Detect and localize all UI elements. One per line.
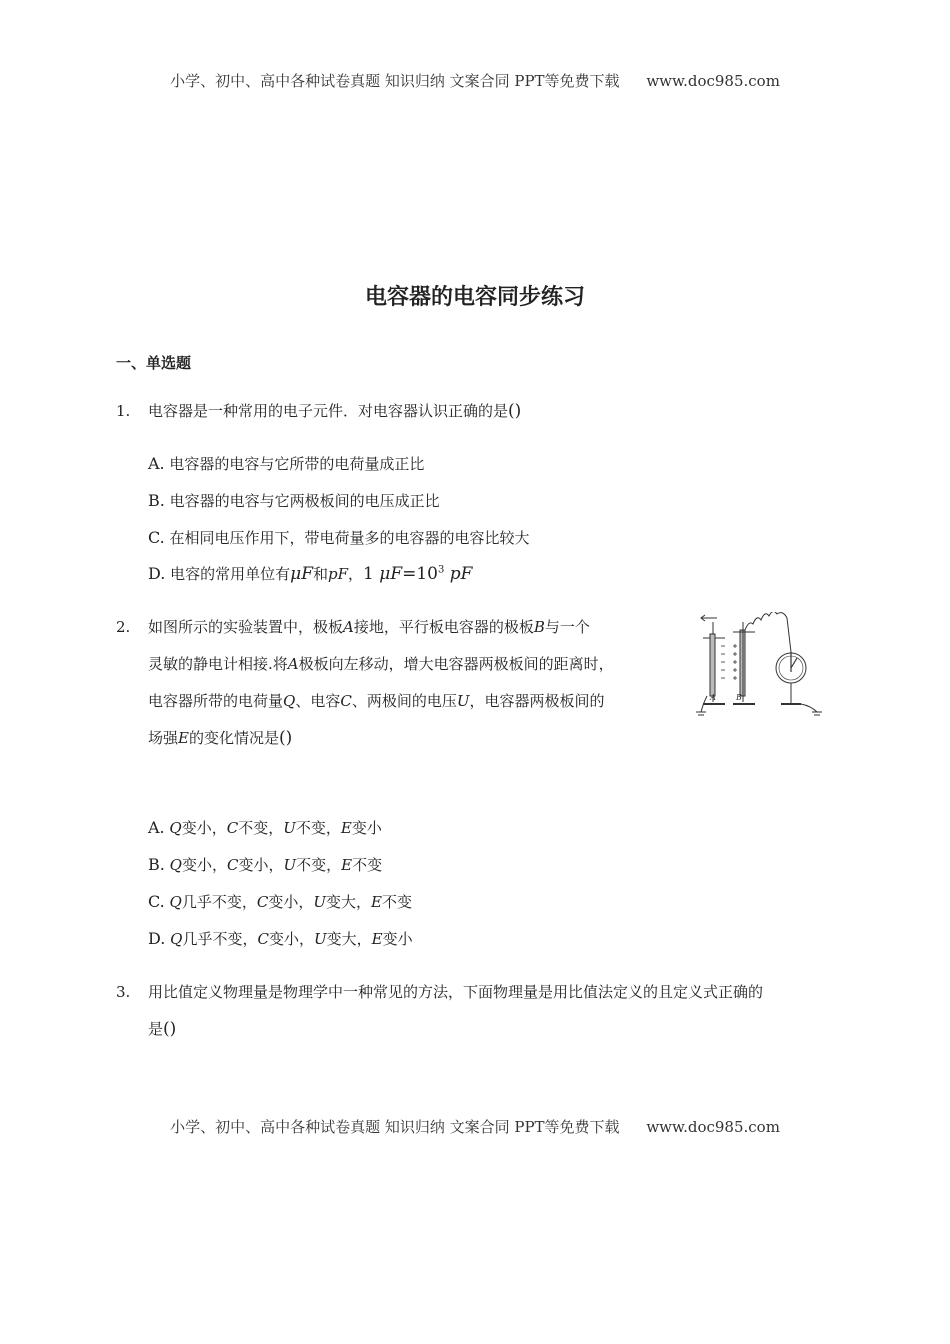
text-run: 是	[148, 1020, 164, 1038]
formula-part: 1	[363, 564, 374, 584]
question-line	[148, 1011, 838, 1048]
option-label: B.	[148, 491, 165, 510]
text-run: 如图所示的实验装置中，极板	[148, 618, 344, 636]
var-u: U	[456, 692, 470, 710]
option-text: 几乎不变，	[182, 930, 258, 948]
answer-paren: ()	[508, 401, 522, 421]
question-text	[148, 393, 521, 430]
var-c: C	[256, 893, 269, 911]
var-q: Q	[169, 856, 182, 874]
option-text: 电容的常用单位有	[170, 565, 291, 583]
option-text: 在相同电压作用下，带电荷量多的电容器的电容比较大	[169, 529, 530, 547]
option-text: 变小，	[238, 856, 284, 874]
option-text: 不变，	[296, 856, 342, 874]
footer-text: 小学、初中、高中各种试卷真题 知识归纳 文案合同 PPT等免费下载	[170, 1118, 620, 1136]
option-label: D.	[148, 929, 166, 948]
option-label: D.	[148, 564, 166, 583]
question-line	[148, 609, 678, 646]
text-run: 的变化情况是	[188, 729, 279, 747]
option-text: ，	[348, 565, 364, 583]
var-q: Q	[283, 692, 296, 710]
question-line	[148, 646, 678, 683]
text-run: ，电容器两极板间的	[469, 692, 605, 710]
option-a[interactable]	[148, 453, 424, 474]
question-line	[148, 720, 678, 757]
header-text: 小学、初中、高中各种试卷真题 知识归纳 文案合同 PPT等免费下载	[170, 72, 620, 90]
section-heading: 一、单选题	[116, 354, 192, 372]
question-number: 1.	[116, 402, 131, 420]
var-c: C	[340, 692, 352, 710]
option-text: 变小，	[268, 893, 314, 911]
question-line: 用比值定义物理量是物理学中一种常见的方法，下面物理量是用比值法定义的且定义式正确的	[148, 983, 764, 1001]
option-b[interactable]	[148, 490, 440, 511]
question-number: 3.	[116, 983, 131, 1001]
var-u: U	[283, 856, 297, 874]
option-c[interactable]	[148, 891, 412, 912]
option-text: 电容器的电容与它两极板间的电压成正比	[169, 492, 440, 510]
option-text: 变大，	[326, 893, 372, 911]
option-text: 不变，	[295, 819, 341, 837]
option-label: A.	[148, 818, 165, 837]
var-q: Q	[169, 819, 182, 837]
option-text: 几乎不变，	[181, 893, 257, 911]
var-e: E	[371, 893, 382, 911]
text-run: 、电容	[295, 692, 341, 710]
formula-part: μF	[379, 564, 403, 584]
option-c[interactable]	[148, 527, 530, 548]
capacitor-electrometer-figure	[695, 612, 827, 722]
question-text	[148, 974, 838, 1048]
question-stem: 电容器是一种常用的电子元件．对电容器认识正确的是	[148, 402, 509, 420]
option-label: C.	[148, 892, 165, 911]
option-text: 不变，	[238, 819, 284, 837]
page-footer	[0, 1116, 950, 1137]
option-text: 变小，	[181, 819, 227, 837]
text-run: 极板向左移动，增大电容器两极板间的距离时，	[298, 655, 614, 673]
var-e: E	[340, 819, 352, 837]
formula-part: pF	[449, 564, 473, 584]
text-run: 、两极间的电压	[351, 692, 457, 710]
page-title: 电容器的电容同步练习	[364, 285, 585, 310]
option-a[interactable]	[148, 817, 382, 838]
var-c: C	[257, 930, 269, 948]
option-text: 变小，	[268, 930, 314, 948]
formula-part: =	[402, 564, 417, 584]
option-text: 变小	[351, 819, 382, 837]
option-label: A.	[148, 454, 165, 473]
option-d[interactable]	[148, 563, 472, 584]
option-d[interactable]	[148, 928, 413, 949]
option-text: 电容器的电容与它所带的电荷量成正比	[169, 455, 425, 473]
question-text	[148, 609, 678, 757]
var-c: C	[226, 819, 239, 837]
question-line	[148, 683, 678, 720]
var-b: B	[533, 618, 545, 636]
formula-part: 10	[416, 564, 438, 584]
label-b: B	[736, 693, 742, 702]
header-url[interactable]: www.doc985.com	[646, 72, 780, 90]
answer-paren: ()	[163, 1019, 177, 1039]
var-e: E	[371, 930, 383, 948]
footer-url[interactable]: www.doc985.com	[646, 1118, 780, 1136]
unit-uf: μF	[290, 564, 313, 584]
question-number: 2.	[116, 618, 131, 636]
text-run: 与一个	[544, 618, 590, 636]
var-a: A	[343, 618, 354, 636]
option-text: 变小	[382, 930, 413, 948]
text-run: 场强	[148, 729, 179, 747]
var-e: E	[341, 856, 353, 874]
var-q: Q	[169, 893, 182, 911]
electrometer-needle	[791, 658, 797, 668]
option-text: 变小，	[181, 856, 227, 874]
var-u: U	[313, 930, 327, 948]
formula	[363, 564, 472, 584]
page-header	[0, 70, 950, 91]
var-c: C	[226, 856, 239, 874]
var-e: E	[178, 729, 189, 747]
option-text: 不变	[352, 856, 383, 874]
answer-paren: ()	[278, 728, 293, 748]
var-q: Q	[170, 930, 183, 948]
ground-wire-meter	[801, 704, 817, 712]
charges	[721, 644, 737, 680]
option-label: C.	[148, 528, 165, 547]
var-u: U	[313, 893, 327, 911]
option-text: 不变	[382, 893, 413, 911]
var-u: U	[283, 819, 296, 837]
option-label: B.	[148, 855, 165, 874]
text-run: 灵敏的静电计相接.将	[148, 655, 288, 673]
unit-pf: pF	[328, 565, 349, 583]
plate-a	[710, 634, 715, 696]
text-run: 接地，平行板电容器的极板	[353, 618, 534, 636]
option-text: 变大，	[326, 930, 372, 948]
formula-exponent: 3	[438, 564, 445, 576]
text-run: 电容器所带的电荷量	[148, 692, 284, 710]
label-a: A	[710, 693, 716, 702]
option-b[interactable]	[148, 854, 382, 875]
option-text: 和	[312, 565, 328, 583]
var-a: A	[287, 655, 299, 673]
